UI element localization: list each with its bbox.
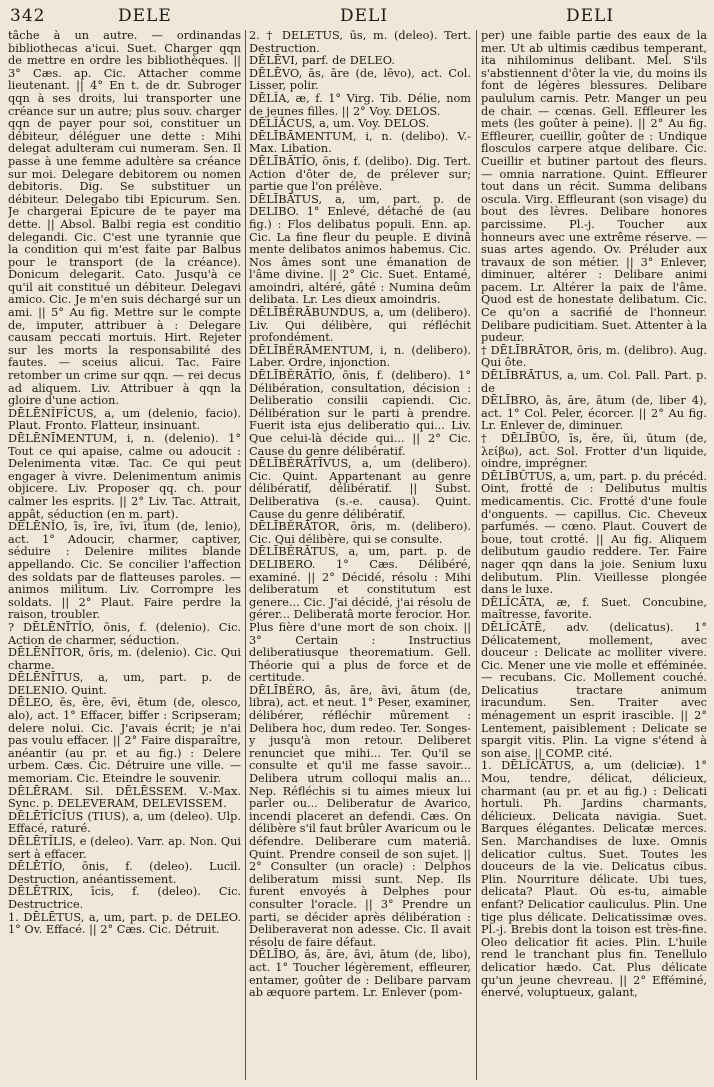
entry: DĒLĪBĀTĬO, ōnis, f. (delibo). Dig. Tert. Action d'ôter de, de prélever sur; partie que l'on prélève. — [249, 154, 471, 194]
entry: DĒLĪBĀTUS, a, um, part. p. de DELIBO. 1° Enlevé, détaché de (au fig.) : Flos delibatus populi. Enn. ap. Cic. La fine fleur du peuple. E divinâ mente delibatos animos habemus. Cic. Nos âmes sont une émanation de l'âme divine. || 2° Cic. Suet. Entamé, amoindri, altéré, gâté : Numina deûm delibata. Lr. Les dieux amoindris. — [249, 192, 471, 307]
left-guide-word: DELE — [118, 6, 172, 26]
column-divider — [476, 30, 477, 1080]
entry: ? DĒLĒNĪTĬO, ōnis, f. (delenio). Cic. Action de charmer, séduction. — [8, 620, 241, 647]
entry: 1. DĒLĬCĀTUS, a, um (deliciæ). 1° Mou, tendre, délicat, délicieux, charmant (au pr. et au fig.) : Delicati hortuli. Ph. Jardins charmants, délicieux. Delicata navigia. Suet. Barques élégantes. Delicatæ merces. Sen. Marchandises de luxe. Omnis delicatior cultus. Suet. Toutes les douceurs de la vie. Delicatus cibus. Plin. Nourriture délicate. Ubi tues, delicata? Plaut. Où es-tu, aimable enfant? Delicatior cauliculus. Plin. Une tige plus délicate. Delicatissimæ oves. Pl.-j. Brebis dont la toison est très-fine. Oleo delicatior fit acies. Plin. L'huile rend le tranchant plus fin. Tenellulo delicatior hædo. Cat. Plus délicate qu'un jeune chevreau. || 2° Efféminé, énervé, voluptueux, galant, — [481, 759, 707, 1000]
entry: DĒLĒTĬCĬUS (TIUS), a, um (deleo). Ulp. Effacé, raturé. — [8, 809, 241, 836]
page-number: 342 — [10, 6, 46, 26]
entry: DĒLĪBO, ās, āre, āvi, ātum (de, libo), act. 1° Toucher légèrement, effleurer, entamer, goûter de : Delibare parvam ab æquore partem. Lr. Enlever (pom- — [249, 948, 471, 1000]
entry: DĒLĒNĪMENTUM, i, n. (delenio). 1° Tout ce qui apaise, calme ou adoucit : Delenimenta vitæ. Tac. Ce qui peut engager à vivre. Delenimentum animis objicere. Liv. Proposer qq. ch. pour calmer les esprits. || 2° Liv. Tac. Attrait, appât, séduction (en m. part). — [8, 432, 241, 521]
entry: per) une faible partie des eaux de la mer. Ut ab ultimis cædibus temperant, ita nihilominus delibant. Mel. S'ils s'abstiennent d'ôter la vie, du moins ils font de légères blessures. Delibare paululum carnis. Petr. Manger un peu de chair. — cœnas. Gell. Effleurer les mets (les goûter à peine). || 2° Au fig. Effleurer, cueillir, goûter de : Undique flosculos carpere atque delibare. Cic. Cueillir et butiner partout des fleurs. — omnia narratione. Quint. Effleurer tout dans un récit. Summa delibans oscula. Virg. Effleurant (son visage) du bout des lèvres. Delibare honores parcissime. Pl.-j. Toucher aux honneurs avec une extrême réserve. — suas artes agendo. Ov. Préluder aux travaux de son métier. || 3° Enlever, diminuer, altérer : Delibare animi pacem. Lr. Altérer la paix de l'âme. Quod est de honestate delibatum. Cic. Ce qu'on a sacrifié de l'honneur. Delibare pudicitiam. Suet. Attenter à la pudeur. — [481, 30, 707, 345]
entry: DĒLĬCĀTA, æ, f. Suet. Concubine, maîtresse, favorite. — [481, 595, 707, 622]
entry: DĒLĒTĬLIS, e (deleo). Varr. ap. Non. Qui sert à effacer. — [8, 835, 241, 861]
page-header — [0, 0, 714, 30]
entry: DĒLĪBĔRĀBUNDUS, a, um (delibero). Liv. Qui délibère, qui réfléchit profondément. — [249, 306, 471, 345]
entry: DĒLĒNĪTOR, ōris, m. (delenio). Cic. Qui charme. — [8, 646, 241, 672]
column-divider — [245, 30, 246, 1080]
entry: DĒLĒVI, parf. de DELEO. — [249, 54, 395, 68]
entry: DĒLĒNĬO, īs, īre, īvi, ītum (de, lenio), act. 1° Adoucir, charmer, captiver, séduire : Delenire milites blande appellando. Cic. Se concilier l'affection des soldats par de flatteuses paroles. — animos militum. Liv. Corrompre les soldats. || 2° Plaut. Faire perdre la raison, troubler. — [8, 520, 241, 622]
entry: DĒLĒNĬFĬCUS, a, um (delenio, facio). Plaut. Fronto. Flatteur, insinuant. — [8, 406, 241, 433]
right-guide-word: DELI — [566, 6, 615, 26]
entry: DĒLĪBĔRĀTĬO, ōnis, f. (delibero). 1° Délibération, consultation, décision : Deliberatio consilii capiendi. Cic. Délibération sur le parti à prendre. Fuerit ista ejus deliberatio qui... Liv. Que celui-là décide qui... || 2° Cic. Cause du genre délibératif. — [249, 369, 471, 458]
entry: DĒLĪBRO, ās, āre, ātum (de, liber 4), act. 1° Col. Peler, écorcer. || 2° Au fig. Lr. Enlever de, diminuer. — [481, 394, 707, 433]
entry: 2. † DĒLĒTUS, ūs, m. (deleo). Tert. Destruction. — [249, 30, 471, 55]
entry: DĒLĪBŪTUS, a, um, part. p. du précéd. Oint, frotté de : Delibutus multis medicamentis. Cic. Frotté d'une foule d'onguents. — capillus. Cic. Cheveux parfumés. — cœno. Plaut. Couvert de boue, tout crotté. || Au fig. Aliquem delibutum gaudio reddere. Ter. Faire nager qqn dans la joie. Senium luxu delibutum. Plin. Vieillesse plongée dans le luxe. — [481, 469, 707, 597]
column-left — [8, 30, 241, 1082]
entry: DĒLĪBĔRO, ās, āre, āvi, ātum (de, libra), act. et neut. 1° Peser, examiner, délibérer, réfléchir mûrement : Delibera hoc, dum redeo. Ter. Songes-y jusqu'à mon retour. Deliberet renunciet que mihi... Ter. Qu'il se consulte et qu'il me fasse savoir... Delibera utrum colloqui malis an... Nep. Réfléchis si tu aimes mieux lui parler ou... Deliberatur de Avarico, incendi placeret an defendi. Cæs. On délibère s'il faut brûler Avaricum ou le défendre. Deliberare cum materiâ. Quint. Prendre conseil de son sujet. || 2° Consulter (un oracle) : Delphos deliberatum missi sunt. Nep. Ils furent envoyés à Delphes pour consulter l'oracle. || 3° Prendre un parti, se décider après délibération : Deliberaverat non adesse. Cic. Il avait résolu de faire défaut. — [249, 683, 471, 949]
entry: DĒLĪBRĀTUS, a, um. Col. Pall. Part. p. de — [481, 369, 707, 395]
entry: tâche à un autre. — ordinandas bibliothecas a'icui. Suet. Charger qqn de mettre en ordre les bibliothèques. || 3° Cæs. ap. Cic. Attacher comme lieutenant. || 4° En t. de dr. Subroger qqn à ses droits, lui transporter une créance sur un autre; plus souv. charger qqn de payer pour soi, constituer un débiteur, déléguer une dette : Mihi delegat adulteram cui numeram. Sen. Il passe à une femme adultère sa créance sur moi. Delegare debitorem ou nomen debitoris. Dig. Se substituer un débiteur. Delegabo tibi Epicurum. Sen. Je chargerai Epicure de te payer ma dette. || Absol. Balbi regia est conditio delegandi. Cic. C'est une tyrannie que la condition qui m'est faite par Balbus pour le transport (de la créance). Donicum delegarit. Cato. Jusqu'à ce qu'il ait constitué un débiteur. Delegavi amico. Cic. Je m'en suis déchargé sur un ami. || 5° Au fig. Mettre sur le compte de, imputer, attribuer à : Delegare causam peccati mortuis. Hirt. Rejeter sur les morts la responsabilité des fautes. — sceius alicui. Tac. Faire retomber un crime sur qqn. — rei decus ad aliquem. Liv. Attribuer à qqn la gloire d'une action. — [8, 30, 241, 408]
entry: DĒLĪBĔRĀTOR, ōris, m. (delibero). Cic. Qui délibère, qui se consulte. — [249, 520, 471, 546]
entry: † DĒLĪBŪO, īs, ĕre, ŭi, ūtum (de, λείβω), act. Sol. Frotter d'un liquide, oindre, imprégner. — [481, 432, 707, 471]
column-middle — [249, 30, 471, 1082]
entry: DĒLĒNĪTUS, a, um, part. p. de DELENIO. Quint. — [8, 671, 241, 697]
center-guide-word: DELI — [340, 6, 389, 26]
entry: DĒLĪBĀMENTUM, i, n. (delibo). V.-Max. Libation. — [249, 129, 471, 156]
entry: DĒLĪBĔRĀTUS, a, um, part. p. de DELIBERO. 1° Cæs. Délibéré, examiné. || 2° Décidé, résolu : Mihi deliberatum et constitutum est genere... Cic. J'ai décidé, j'ai résolu de gérer... Deliberatâ morte ferocior. Hor. Plus fière d'une mort de son choix. || 3° Certain : Instructius deliberatiusque theorematium. Gell. Théorie qui a plus de force et de certitude. — [249, 545, 471, 685]
entry: 1. DĒLĒTUS, a, um, part. p. de DELEO. 1° Ov. Effacé. || 2° Cæs. Cic. Détruit. — [8, 910, 241, 937]
column-right — [481, 30, 707, 1082]
entry: DĒLĒTĬO, ōnis, f. (deleo). Lucil. Destruction, anéantissement. — [8, 860, 241, 886]
entry: DĒLĬĂCUS, a, um. Voy. DELOS. — [249, 117, 430, 131]
entry: DĒLEO, ēs, ēre, ēvi, ētum (de, olesco, alo), act. 1° Effacer, biffer : Scripseram; delere nolui. Cic. J'avais écrit; je n'ai pas voulu effacer. || 2° Faire disparaître, anéantir (au pr. et au fig.) : Delere urbem. Cæs. Cic. Détruire une ville. — memoriam. Cic. Eteindre le souvenir. — [8, 696, 241, 786]
entry: DĒLĒTRIX, īcis, f. (deleo). Cic. Destructrice. — [8, 885, 241, 911]
entry: DĒLĪBĔRĀTĪVUS, a, um (delibero). Cic. Quint. Appartenant au genre délibératif, délibératif. || Subst. Deliberativa (s.-e. causa). Quint. Cause du genre délibératif. — [249, 457, 471, 521]
entry: DĒLĒRAM. Sil. DĒLĒSSEM. V.-Max. Sync. p. DELEVERAM, DELEVISSEM. — [8, 784, 241, 811]
entry: DĒLĒVO, ās, āre (de, lēvo), act. Col. Lisser, polir. — [249, 66, 471, 93]
entry: DĒLĪBĔRĀMENTUM, i, n. (delibero). Laber. Ordre, injonction. — [249, 343, 471, 370]
entry: † DĒLĪBRĀTOR, ōris, m. (delibro). Aug. Qui ôte. — [481, 343, 707, 370]
entry: DĒLĬA, æ, f. 1° Virg. Tib. Délie, nom de jeunes filles. || 2° Voy. DELOS. — [249, 91, 471, 118]
entry: DĒLĬCĀTĒ, adv. (delicatus). 1° Délicatement, mollement, avec douceur : Delicate ac molliter vivere. Cic. Mener une vie molle et efféminée. — recubans. Cic. Mollement couché. Delicatius tractare animum iracundum. Sen. Traiter avec ménagement un esprit irascible. || 2° Lentement, paisiblement : Delicate se spargit vitis. Plin. La vigne s'étend à son aise. || COMP. cité. — [481, 620, 707, 760]
